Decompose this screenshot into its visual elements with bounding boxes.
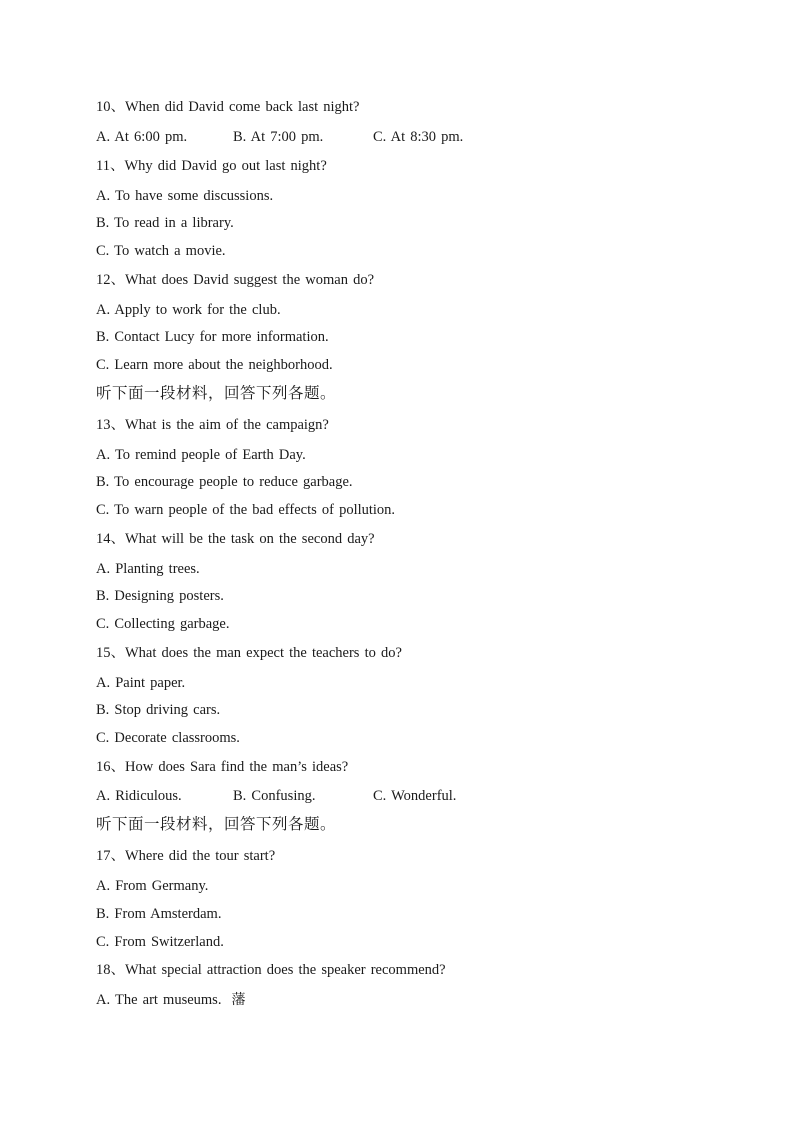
option-a: A. The art museums. [96, 992, 222, 1008]
section-instruction: 听下面一段材料，回答下列各题。 [96, 815, 337, 833]
option-c: C. Wonderful. [373, 788, 457, 804]
option-a: A. To have some discussions. [96, 188, 274, 204]
option-a: A. From Germany. [96, 878, 209, 894]
option-c: C. Collecting garbage. [96, 616, 230, 632]
stray-character: 藩 [231, 992, 246, 1008]
option-a: A. Apply to work for the club. [96, 302, 281, 318]
option-b: B. To read in a library. [96, 215, 234, 231]
option-c: C. To watch a movie. [96, 243, 226, 259]
question-10: 10、When did David come back last night? [96, 99, 360, 115]
question-16: 16、How does Sara find the man’s ideas? [96, 759, 349, 775]
option-a: A. At 6:00 pm. [96, 129, 188, 145]
option-c: C. Learn more about the neighborhood. [96, 357, 333, 373]
question-17: 17、Where did the tour start? [96, 848, 276, 864]
option-b: B. Contact Lucy for more information. [96, 329, 329, 345]
option-a: A. Planting trees. [96, 561, 200, 577]
option-c: C. To warn people of the bad effects of pollution. [96, 502, 396, 518]
question-12: 12、What does David suggest the woman do? [96, 272, 375, 288]
option-c: C. Decorate classrooms. [96, 730, 240, 746]
option-a: A. Paint paper. [96, 675, 186, 691]
option-c: C. From Switzerland. [96, 934, 224, 950]
option-c: C. At 8:30 pm. [373, 129, 464, 145]
option-b: B. Confusing. [233, 788, 316, 804]
option-a-row [96, 991, 245, 1009]
option-b: B. At 7:00 pm. [233, 129, 324, 145]
option-b: B. To encourage people to reduce garbage. [96, 474, 353, 490]
option-a: A. To remind people of Earth Day. [96, 447, 306, 463]
option-b: B. From Amsterdam. [96, 906, 222, 922]
question-15: 15、What does the man expect the teachers to do? [96, 645, 402, 661]
question-14: 14、What will be the task on the second day? [96, 531, 375, 547]
option-b: B. Designing posters. [96, 588, 224, 604]
section-instruction: 听下面一段材料，回答下列各题。 [96, 384, 337, 402]
question-13: 13、What is the aim of the campaign? [96, 417, 329, 433]
question-18: 18、What special attraction does the speaker recommend? [96, 962, 446, 978]
question-11: 11、Why did David go out last night? [96, 158, 327, 174]
option-a: A. Ridiculous. [96, 788, 182, 804]
option-b: B. Stop driving cars. [96, 702, 221, 718]
